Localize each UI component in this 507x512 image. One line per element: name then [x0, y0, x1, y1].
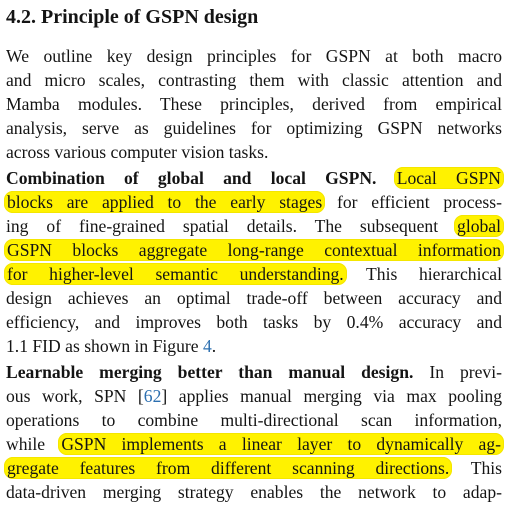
- paragraph-1-line-1: We outline key design principles for GSPN at both macro: [6, 46, 502, 66]
- figure-reference-link[interactable]: 4: [202, 336, 212, 356]
- paragraph-2-line-2-text: for efficient process-: [337, 192, 502, 212]
- paragraph-2-line-3: [6, 214, 502, 238]
- highlight-local-gspn: Local GSPN: [394, 167, 504, 189]
- section-heading: 4.2. Principle of GSPN design: [6, 6, 259, 28]
- paragraph-3-line-2-pre: ous work, SPN [: [6, 386, 144, 406]
- paragraph-2-line-8-text: 1.1 FID as shown in Figure: [6, 336, 199, 356]
- paragraph-3-line-5-text: This: [470, 458, 502, 478]
- paragraph-2-line-3-text: ing of fine-grained spatial details. The subsequent: [6, 216, 439, 236]
- paragraph-2-line-6: design achieves an optimal trade-off between accuracy and: [6, 288, 502, 308]
- paragraph-2-line-5: [6, 262, 502, 286]
- paragraph-3-line-1-text: In previ-: [429, 362, 502, 382]
- paragraph-2-line-8-end: .: [211, 336, 217, 356]
- paragraph-2-line-7: efficiency, and improves both tasks by 0.4% accuracy and: [6, 312, 502, 332]
- paragraph-3-line-4: [6, 432, 502, 456]
- paragraph-2-line-5-text: This hierarchical: [366, 264, 502, 284]
- paragraph-3-line-3: operations to combine multi-directional scan information,: [6, 410, 502, 430]
- highlight-long-range: GSPN blocks aggregate long-range contextual information: [4, 239, 504, 261]
- highlight-linear-layer: GSPN implements a linear layer to dynamically ag-: [58, 433, 504, 455]
- paragraph-1-line-3: Mamba modules. These principles, derived from empirical: [6, 94, 502, 114]
- paragraph-1-line-5: across various computer vision tasks.: [6, 142, 269, 162]
- paragraph-3-line-4-pre: while: [6, 434, 46, 454]
- paragraph-3-line-2: [6, 384, 502, 408]
- paragraph-2-title: Combination of global and local GSPN.: [6, 168, 377, 188]
- paragraph-3-line-2-post: ] applies manual merging via max pooling: [161, 386, 502, 406]
- paragraph-3-line-1: [6, 360, 502, 384]
- paragraph-1-line-2: and micro scales, contrasting them with classic attention and: [6, 70, 502, 90]
- paragraph-2-line-1: [6, 166, 502, 190]
- citation-reference-link[interactable]: 62: [143, 386, 162, 406]
- paragraph-3-line-5: [6, 456, 502, 480]
- highlight-scanning-directions: gregate features from different scanning directions.: [4, 457, 452, 479]
- paragraph-3-line-6: data-driven merging strategy enables the network to adap-: [6, 482, 502, 502]
- paragraph-2-line-2: [6, 190, 502, 214]
- paragraph-3-title: Learnable merging better than manual design.: [6, 362, 414, 382]
- highlight-early-stages: blocks are applied to the early stages: [4, 191, 325, 213]
- paragraph-2-line-8: [6, 334, 502, 358]
- paragraph-1-line-4: analysis, serve as guidelines for optimizing GSPN networks: [6, 118, 502, 138]
- highlight-semantic: for higher-level semantic understanding.: [4, 263, 347, 285]
- highlight-global: global: [454, 215, 504, 237]
- paragraph-2-line-4: [6, 238, 502, 262]
